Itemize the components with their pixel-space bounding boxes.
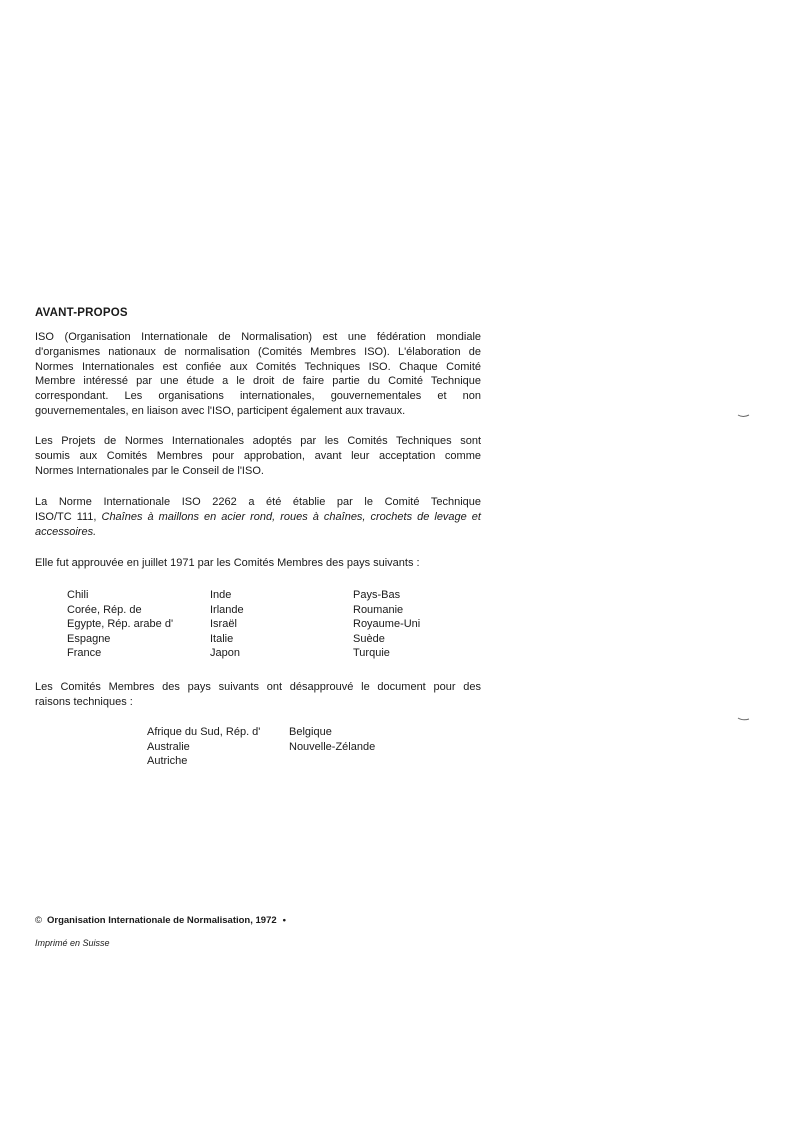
country-item: Irlande	[210, 603, 244, 616]
paragraph-line: La Norme Internationale ISO 2262 a été établie par le Comité Technique	[35, 496, 481, 508]
country-item: Roumanie	[353, 603, 404, 616]
country-item: Japon	[210, 647, 240, 660]
country-item: France	[67, 647, 102, 660]
approved-column-2	[210, 588, 244, 661]
paragraph-approval	[35, 556, 481, 571]
country-item: Chili	[67, 589, 89, 601]
copyright-icon: ©	[35, 915, 42, 926]
committee-title: Chaînes à maillons en acier rond, roues à chaînes, crochets de levage et	[101, 510, 481, 523]
committee-reference: ISO/TC 111,	[35, 510, 97, 523]
paragraph-disapproval	[35, 680, 481, 710]
disapproved-column-2	[289, 725, 375, 754]
country-item: Italie	[210, 632, 234, 645]
country-item: Autriche	[147, 755, 188, 768]
scan-mark-icon	[737, 413, 751, 419]
paragraph-draft-standards	[35, 434, 481, 478]
country-item: Egypte, Rép. arabe d'	[67, 618, 174, 631]
paragraph-line: Normes Internationales est confiée aux Comités Techniques ISO. Chaque Comité	[35, 360, 481, 373]
paragraph-line: Membre intéressé par une étude a le droit de faire partie du Comité Technique	[35, 375, 481, 388]
paragraph-line	[35, 510, 481, 525]
scan-mark-icon	[737, 716, 751, 722]
country-item: Israël	[210, 618, 237, 631]
country-item: Espagne	[67, 632, 111, 645]
paragraph-line: Normes Internationales par le Conseil de l'ISO.	[35, 464, 264, 477]
paragraph-line: Les Projets de Normes Internationales adoptés par les Comités Techniques sont	[35, 435, 481, 447]
paragraph-line: ISO (Organisation Internationale de Normalisation) est une fédération mondiale	[35, 331, 481, 343]
paragraph-standard-origin	[35, 495, 481, 539]
copyright-notice	[35, 915, 286, 926]
country-item: Australie	[147, 740, 190, 753]
paragraph-line: soumis aux Comités Membres pour approbation, avant leur acceptation comme	[35, 449, 481, 462]
country-item: Suède	[353, 632, 385, 645]
page-title: AVANT-PROPOS	[35, 307, 128, 319]
country-item: Inde	[210, 589, 232, 601]
bullet-icon: •	[282, 915, 286, 926]
paragraph-line: d'organismes nationaux de normalisation (Comités Membres ISO). L'élaboration de	[35, 345, 481, 358]
paragraph-line: gouvernementales, en liaison avec l'ISO, participent également aux travaux.	[35, 404, 406, 417]
country-item: Royaume-Uni	[353, 618, 421, 631]
paragraph-line: Les Comités Membres des pays suivants ont désapprouvé le document pour des	[35, 681, 481, 693]
country-item: Belgique	[289, 726, 332, 738]
printed-in-note: Imprimé en Suisse	[35, 938, 110, 948]
country-item: Nouvelle-Zélande	[289, 740, 376, 753]
paragraph-line: raisons techniques :	[35, 695, 133, 708]
approved-column-1	[67, 588, 173, 661]
country-item: Afrique du Sud, Rép. d'	[147, 726, 261, 738]
paragraph-line: Elle fut approuvée en juillet 1971 par les Comités Membres des pays suivants :	[35, 557, 420, 569]
country-item: Pays-Bas	[353, 589, 401, 601]
disapproved-column-1	[147, 725, 260, 769]
approved-column-3	[353, 588, 420, 661]
committee-title-continued: accessoires.	[35, 525, 97, 538]
copyright-text: Organisation Internationale de Normalisation, 1972	[47, 915, 277, 926]
country-item: Corée, Rép. de	[67, 603, 142, 616]
country-item: Turquie	[353, 647, 390, 660]
paragraph-iso-intro	[35, 330, 481, 419]
paragraph-line: correspondant. Les organisations internationales, gouvernementales et non	[35, 390, 481, 403]
